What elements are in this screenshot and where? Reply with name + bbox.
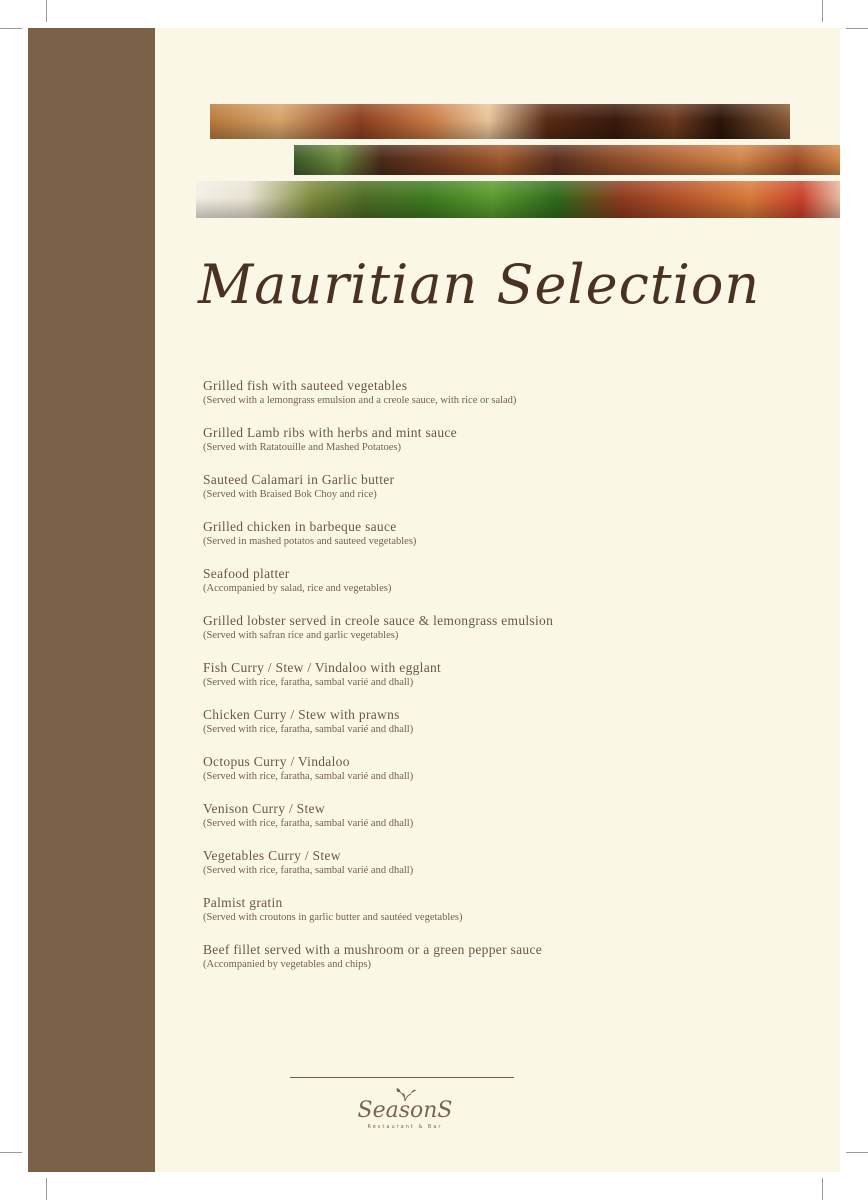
dish-description: (Served with a lemongrass emulsion and a creole sauce, with rice or salad): [203, 395, 517, 406]
food-photo-strip: [196, 181, 840, 218]
dish-description: (Served with rice, faratha, sambal varié and dhall): [203, 724, 414, 735]
menu-page: [28, 28, 840, 1172]
menu-item: [203, 424, 803, 471]
menu-item: [203, 659, 803, 706]
crop-mark: [846, 1152, 868, 1153]
crop-mark: [846, 28, 868, 29]
dish-name: Fish Curry / Stew / Vindaloo with egglant: [203, 660, 442, 675]
dish-description: (Served in mashed potatos and sauteed vegetables): [203, 536, 417, 547]
dish-description: (Served with rice, faratha, sambal varié and dhall): [203, 865, 414, 876]
crop-mark: [0, 28, 22, 29]
brown-sidebar: [28, 28, 155, 1172]
dish-name: Grilled lobster served in creole sauce & lemongrass emulsion: [203, 613, 554, 628]
menu-item: [203, 518, 803, 565]
menu-item: [203, 800, 803, 847]
crop-mark: [46, 0, 47, 22]
food-photo-strip: [294, 145, 840, 175]
crop-mark: [822, 0, 823, 22]
logo-tagline: Restaurant & Bar: [367, 1124, 443, 1130]
menu-item: [203, 565, 803, 612]
logo-wordmark: SeasonS: [357, 1098, 453, 1123]
menu-item: [203, 894, 803, 941]
footer-divider: [290, 1077, 514, 1078]
dish-description: (Served with rice, faratha, sambal varié and dhall): [203, 818, 414, 829]
food-photo-strip: [210, 104, 790, 139]
dish-name: Vegetables Curry / Stew: [203, 848, 341, 863]
menu-item: [203, 847, 803, 894]
dish-description: (Served with croutons in garlic butter and sautéed vegetables): [203, 912, 463, 923]
menu-item: [203, 706, 803, 753]
menu-list: [203, 377, 803, 988]
menu-title: Mauritian Selection: [198, 253, 761, 316]
dish-name: Seafood platter: [203, 566, 290, 581]
dish-name: Palmist gratin: [203, 895, 283, 910]
dish-name: Grilled fish with sauteed vegetables: [203, 378, 408, 393]
dish-name: Octopus Curry / Vindaloo: [203, 754, 350, 769]
dish-name: Grilled Lamb ribs with herbs and mint sauce: [203, 425, 457, 440]
menu-item: [203, 941, 803, 988]
menu-item: [203, 612, 803, 659]
menu-item: [203, 377, 803, 424]
dish-description: (Accompanied by vegetables and chips): [203, 959, 371, 970]
dish-name: Grilled chicken in barbeque sauce: [203, 519, 397, 534]
dish-description: (Served with safran rice and garlic vegetables): [203, 630, 399, 641]
dish-name: Sauteed Calamari in Garlic butter: [203, 472, 395, 487]
menu-item: [203, 471, 803, 518]
restaurant-logo: [350, 1086, 460, 1136]
crop-mark: [46, 1178, 47, 1200]
dish-description: (Served with Braised Bok Choy and rice): [203, 489, 377, 500]
dish-description: (Served with rice, faratha, sambal varié and dhall): [203, 771, 414, 782]
dish-name: Beef fillet served with a mushroom or a green pepper sauce: [203, 942, 543, 957]
dish-description: (Served with rice, faratha, sambal varié and dhall): [203, 677, 414, 688]
crop-mark: [822, 1178, 823, 1200]
dish-description: (Accompanied by salad, rice and vegetables): [203, 583, 392, 594]
dish-description: (Served with Ratatouille and Mashed Potatoes): [203, 442, 401, 453]
menu-item: [203, 753, 803, 800]
crop-mark: [0, 1152, 22, 1153]
dish-name: Chicken Curry / Stew with prawns: [203, 707, 400, 722]
dish-name: Venison Curry / Stew: [203, 801, 325, 816]
